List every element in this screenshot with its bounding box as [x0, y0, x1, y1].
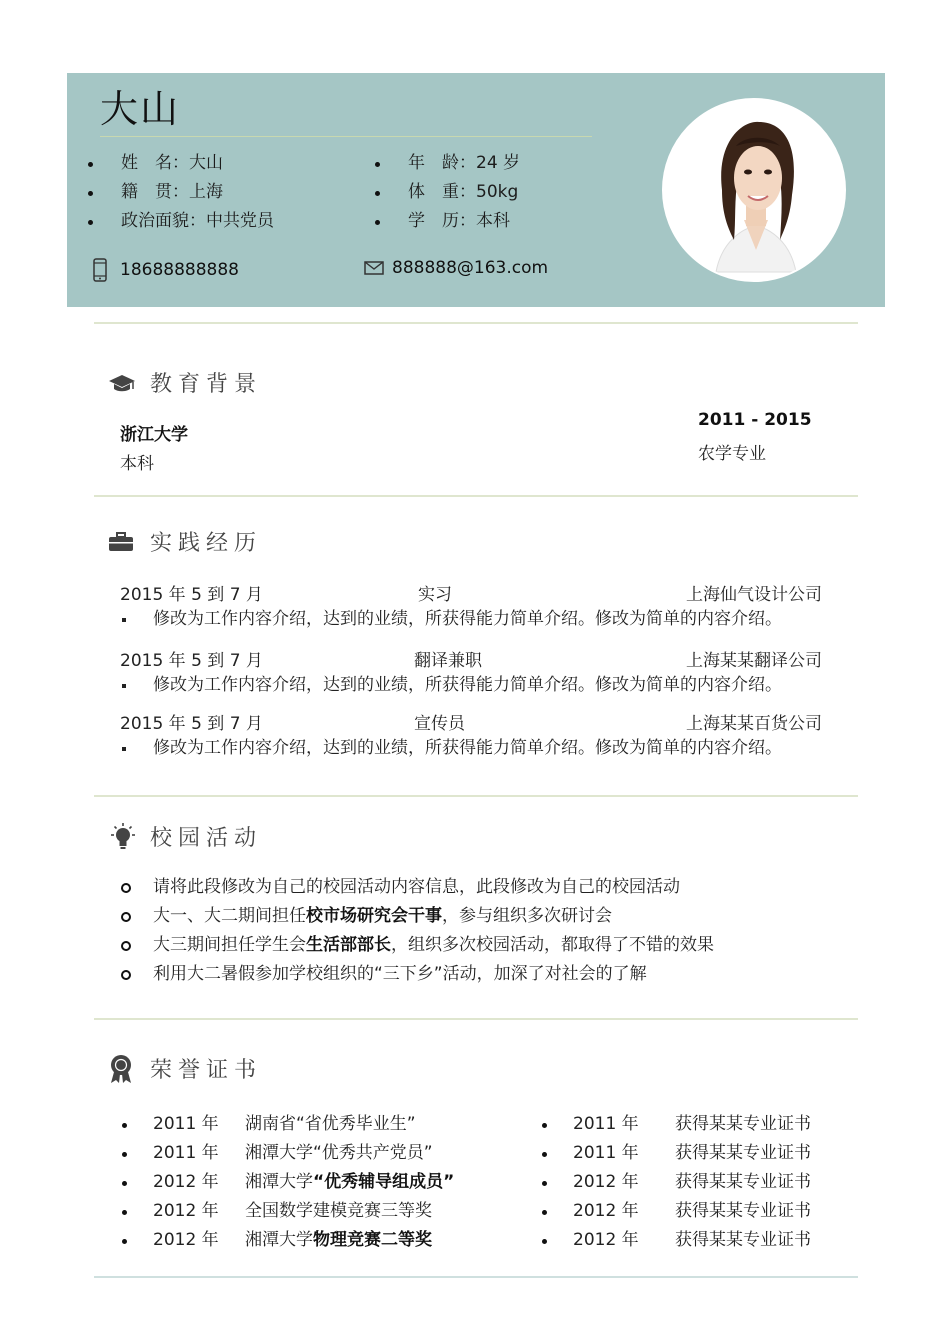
- contact-email: [364, 258, 548, 278]
- name-divider: [100, 136, 592, 137]
- list-item: 大三期间担任学生会生活部部长，组织多次校园活动，都取得了不错的效果: [120, 932, 714, 961]
- section-divider: [94, 1276, 858, 1278]
- honors-list-right: [540, 1111, 811, 1256]
- profile-photo: [662, 98, 846, 282]
- experience-head: [120, 580, 830, 606]
- experience-role: 翻译兼职: [414, 651, 482, 671]
- list-item: 2011 年 获得某某专业证书: [540, 1111, 811, 1140]
- experience-item: [120, 580, 830, 632]
- phone-icon: [92, 258, 120, 282]
- campus-list: [120, 874, 714, 990]
- info-item-education: 学 历：本科: [375, 208, 520, 237]
- list-item: 利用大二暑假参加学校组织的“三下乡”活动，加深了对社会的了解: [120, 961, 714, 990]
- resume-name: 大山: [100, 87, 181, 131]
- list-item: 2011 年 获得某某专业证书: [540, 1140, 811, 1169]
- honors-section-title: 荣誉证书: [108, 1053, 262, 1084]
- experience-company: 上海某某翻译公司: [686, 651, 822, 671]
- experience-period: 2015 年 5 到 7 月: [120, 651, 263, 671]
- list-item: 2012 年 湘潭大学“优秀辅导组成员”: [120, 1169, 454, 1198]
- mail-icon: [364, 261, 392, 275]
- experience-company: 上海仙气设计公司: [686, 585, 822, 605]
- experience-head: [120, 709, 830, 735]
- list-item: 2011 年 湖南省“省优秀毕业生”: [120, 1111, 454, 1140]
- info-item-age: 年 龄：24 岁: [375, 150, 520, 179]
- info-item-name: 姓 名：大山: [88, 150, 274, 179]
- experience-period: 2015 年 5 到 7 月: [120, 714, 263, 734]
- education-years: 2011 - 2015: [698, 410, 812, 430]
- list-item: 2012 年 全国数学建模竞赛三等奖: [120, 1198, 454, 1227]
- experience-role: 宣传员: [414, 714, 465, 734]
- experience-section-title: 实践经历: [108, 526, 262, 557]
- experience-role: 实习: [418, 585, 452, 605]
- info-item-politics: 政治面貌：中共党员: [88, 208, 274, 237]
- email-address: 888888@163.com: [392, 258, 549, 278]
- experience-desc: 修改为工作内容介绍，达到的业绩，所获得能力简单介绍。修改为简单的内容介绍。: [120, 606, 830, 632]
- personal-info-left: [88, 150, 274, 237]
- section-divider: [94, 1018, 858, 1020]
- experience-item: [120, 709, 830, 761]
- list-item: 大一、大二期间担任校市场研究会干事，参与组织多次研讨会: [120, 903, 714, 932]
- list-item: 请将此段修改为自己的校园活动内容信息，此段修改为自己的校园活动: [120, 874, 714, 903]
- education-major: 农学专业: [698, 444, 766, 464]
- experience-company: 上海某某百货公司: [686, 714, 822, 734]
- info-item-weight: 体 重：50kg: [375, 179, 520, 208]
- experience-period: 2015 年 5 到 7 月: [120, 585, 263, 605]
- education-section-title: 教育背景: [108, 367, 262, 398]
- experience-desc: 修改为工作内容介绍，达到的业绩，所获得能力简单介绍。修改为简单的内容介绍。: [120, 735, 830, 761]
- graduation-cap-icon: [108, 372, 150, 394]
- education-degree: 本科: [120, 454, 154, 474]
- personal-info-right: [375, 150, 520, 237]
- honors-list-left: [120, 1111, 454, 1256]
- experience-head: [120, 646, 830, 672]
- info-item-hometown: 籍 贯：上海: [88, 179, 274, 208]
- section-divider: [94, 795, 858, 797]
- list-item: 2012 年 获得某某专业证书: [540, 1169, 811, 1198]
- lightbulb-icon: [108, 822, 150, 852]
- section-divider: [94, 322, 858, 324]
- list-item: 2012 年 获得某某专业证书: [540, 1227, 811, 1256]
- phone-number: 18688888888: [120, 260, 239, 280]
- education-school: 浙江大学: [120, 425, 188, 445]
- experience-desc: 修改为工作内容介绍，达到的业绩，所获得能力简单介绍。修改为简单的内容介绍。: [120, 672, 830, 698]
- list-item: 2011 年 湘潭大学“优秀共产党员”: [120, 1140, 454, 1169]
- award-icon: [108, 1054, 150, 1084]
- contact-phone: [92, 258, 239, 282]
- briefcase-icon: [108, 532, 150, 552]
- section-divider: [94, 495, 858, 497]
- list-item: 2012 年 获得某某专业证书: [540, 1198, 811, 1227]
- experience-item: [120, 646, 830, 698]
- campus-section-title: 校园活动: [108, 821, 262, 852]
- list-item: 2012 年 湘潭大学物理竞赛二等奖: [120, 1227, 454, 1256]
